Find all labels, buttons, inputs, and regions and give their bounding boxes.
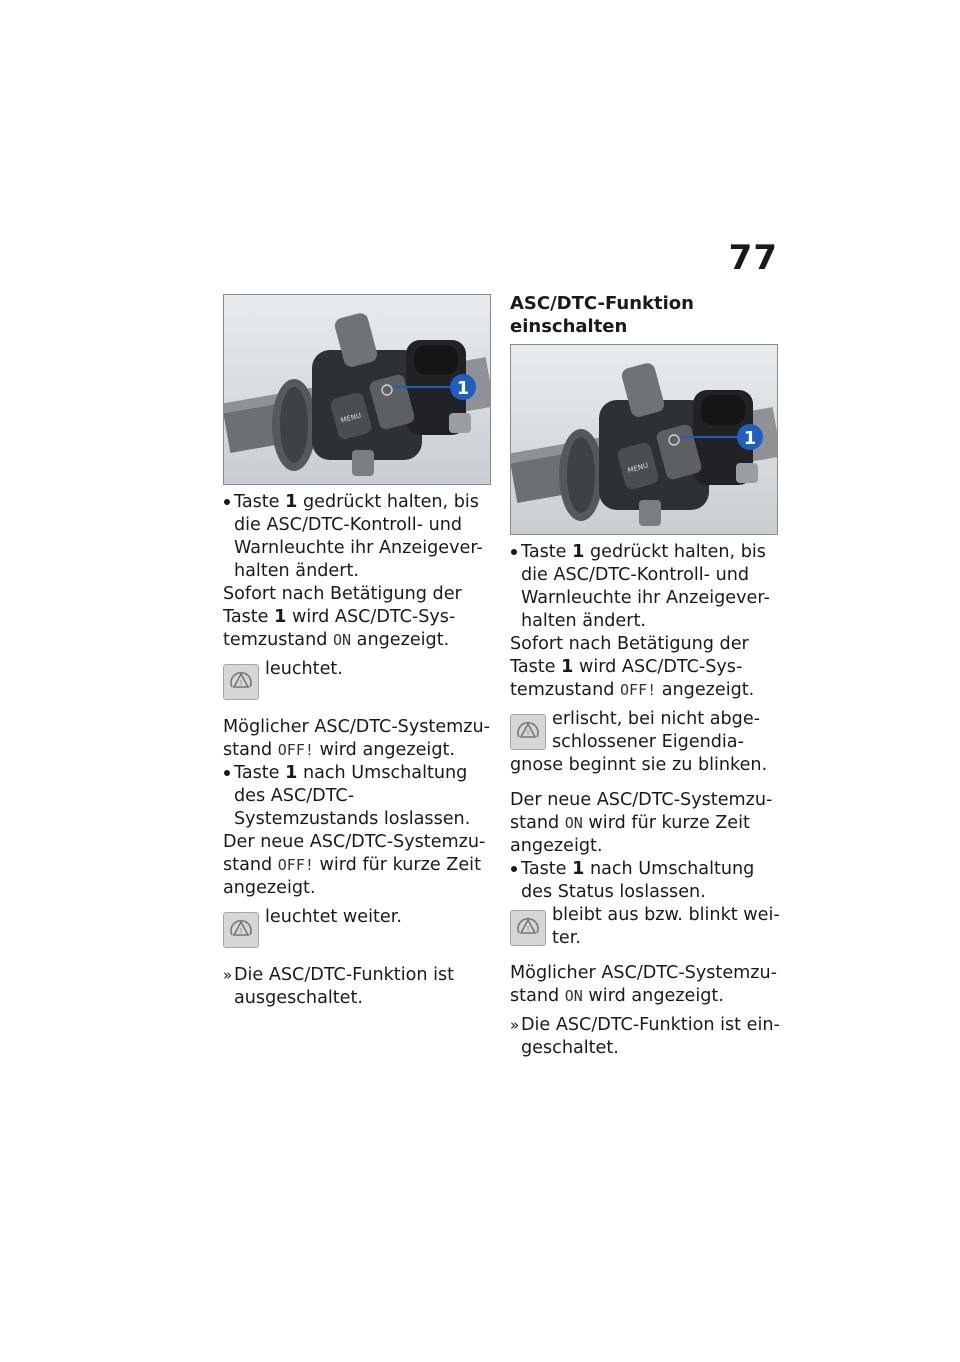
handlebar-switch-illustration [224,295,491,485]
svg-text:MENU: MENU [626,461,650,475]
right-column [510,292,782,1060]
svg-text:MENU: MENU [339,411,363,425]
warning-light-icon [223,912,259,948]
handlebar-switch-photo [223,294,491,485]
warning-light-note: ! leuchtet weiter. [223,906,495,952]
handlebar-switch-illustration [511,345,778,535]
paragraph-new-state: Der neue ASC/DTC-Systemzu-stand OFF! wird für kurze Zeit angezeigt. [223,832,486,898]
warning-light-note: ! leuchtet. [223,658,495,704]
callout-number: 1 [456,378,470,399]
handlebar-switch-photo [510,344,778,535]
svg-text:!: ! [239,927,243,935]
callout-number: 1 [743,428,757,449]
svg-text:!: ! [526,729,530,737]
step-release-button: Taste 1 nach Umschaltung des Status loslassen. [510,858,782,904]
section-heading: ASC/DTC-Funktion einschalten [510,293,694,337]
warning-light-icon [510,714,546,750]
step-press-button: Taste 1 gedrückt halten, bis die ASC/DTC-Kontroll- und Warnleuchte ihr Anzeigever-halten ändert. [223,491,495,583]
warning-light-icon [510,910,546,946]
page-number: 77 [728,238,778,278]
paragraph-new-state: Der neue ASC/DTC-Systemzu-stand ON wird für kurze Zeit angezeigt. [510,790,773,856]
step-release-button: Taste 1 nach Umschaltung des ASC/DTC-Systemzustands loslassen. [223,762,495,831]
paragraph-state-shown: Sofort nach Betätigung der Taste 1 wird ASC/DTC-Sys-temzustand ON angezeigt. [223,584,462,650]
svg-text:!: ! [526,925,530,933]
result-function-on: » Die ASC/DTC-Funktion ist ein-geschaltet. [510,1015,780,1058]
step-press-button: Taste 1 gedrückt halten, bis die ASC/DTC-Kontroll- und Warnleuchte ihr Anzeigever-halten ändert. [510,541,782,633]
svg-text:!: ! [239,679,243,687]
result-function-off: » Die ASC/DTC-Funktion ist ausgeschaltet. [223,965,455,1008]
warning-light-note: ! bleibt aus bzw. blinkt wei-ter. [510,904,782,950]
paragraph-possible-state: Möglicher ASC/DTC-Systemzu-stand ON wird angezeigt. [510,963,778,1006]
warning-light-note: ! erlischt, bei nicht abge-schlossener Eigendia-gnose beginnt sie zu blinken. [510,709,768,775]
paragraph-state-shown: Sofort nach Betätigung der Taste 1 wird ASC/DTC-Sys-temzustand OFF! angezeigt. [510,634,755,700]
left-column [223,294,495,1010]
paragraph-possible-state: Möglicher ASC/DTC-Systemzu-stand OFF! wird angezeigt. [223,717,491,760]
warning-light-icon [223,664,259,700]
